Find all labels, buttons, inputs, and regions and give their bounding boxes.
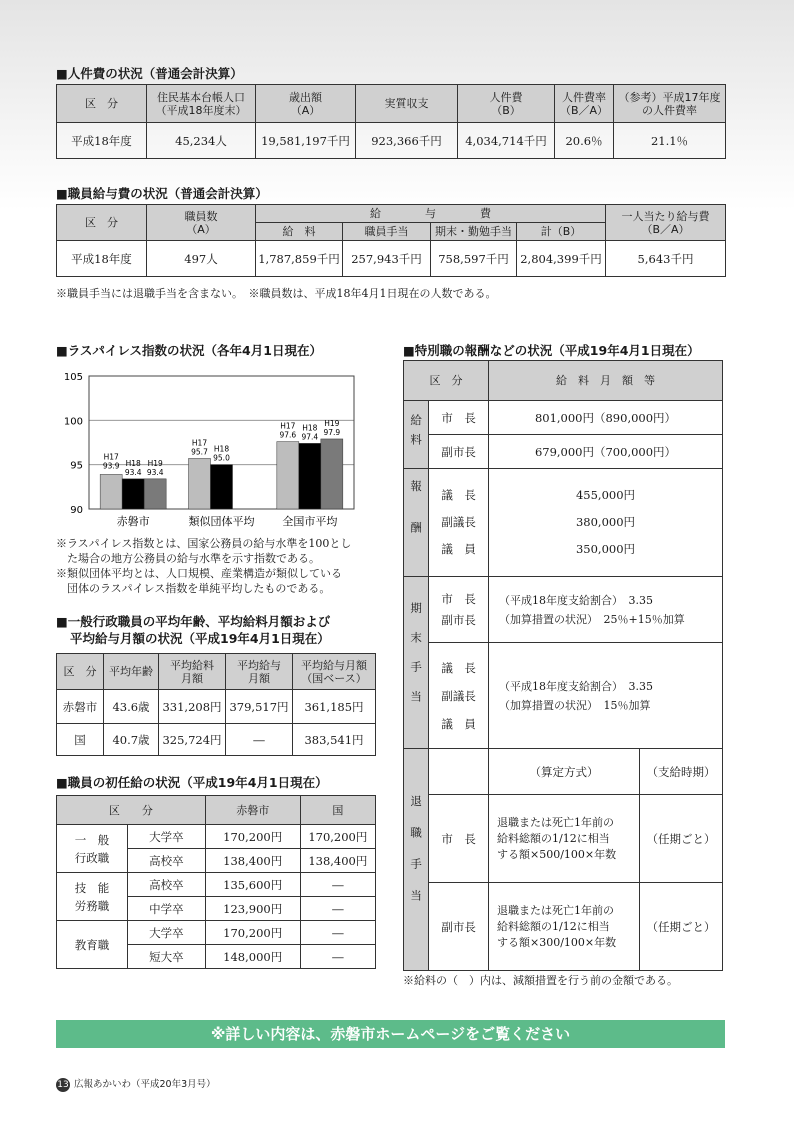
cell: 923,366千円 <box>356 123 458 159</box>
salary-cost-table <box>56 204 726 277</box>
table-row <box>57 724 376 756</box>
cell: 市 長 <box>441 591 476 606</box>
cell: 平成18年度 <box>57 241 147 277</box>
section1-title: ■人件費の状況（普通会計決算） <box>56 66 243 81</box>
th-salary-cost: 給 与 費 <box>256 205 606 223</box>
cell: 19,581,197千円 <box>256 123 356 159</box>
th-kubun: 区 分 <box>57 654 104 690</box>
bar-series-label: H18 <box>302 423 318 433</box>
th-avg-salary: 平均給料 月額 <box>159 654 226 690</box>
cell: 801,000円（890,000円） <box>489 401 723 435</box>
average-salary-table <box>56 653 376 756</box>
th-personnel: 人件費 （B） <box>458 85 555 123</box>
note-line: た場合の地方公務員の給与水準を示す指数である。 <box>56 552 320 565</box>
th-timing: （支給時期） <box>640 749 723 795</box>
bar <box>277 442 299 509</box>
homepage-banner: ※詳しい内容は、赤磐市ホームページをご覧ください <box>56 1020 725 1048</box>
th-age: 平均年齢 <box>104 654 159 690</box>
th-population: 住民基本台帳人口 （平成18年度末） <box>147 85 256 123</box>
bar-value-label: 97.4 <box>301 432 319 442</box>
bar-series-label: H18 <box>213 444 230 454</box>
y-tick-label: 90 <box>70 505 83 516</box>
label-hoshu: 報酬 <box>409 479 424 563</box>
cell: 380,000円 <box>575 515 636 529</box>
th-akaiwa: 赤磐市 <box>205 796 300 825</box>
cell: 副市長 <box>429 435 489 469</box>
th-ratio: 人件費率 （B／A） <box>555 85 614 123</box>
cell: 383,541円 <box>293 724 376 756</box>
cell: 短大卒 <box>128 945 206 969</box>
table-row <box>57 873 376 897</box>
cell: 副市長 <box>429 883 489 971</box>
cell: （加算措置の状況） 15％加算 <box>499 698 651 712</box>
section2-note: ※職員手当には退職手当を含まない。 ※職員数は、平成18年4月1日現在の人数である。 <box>56 287 497 300</box>
cell: 138,400円 <box>300 849 375 873</box>
cell: 40.7歳 <box>104 724 159 756</box>
cell: 1,787,859千円 <box>256 241 343 277</box>
table-row <box>57 690 376 724</box>
cell: 21.1％ <box>614 123 726 159</box>
cell: 副議長 <box>441 515 476 529</box>
table-row <box>404 749 723 795</box>
cell: 325,724円 <box>159 724 226 756</box>
bar <box>144 479 166 509</box>
footer-text: 広報あかいわ（平成20年3月号） <box>74 1079 216 1090</box>
bar-series-label: H19 <box>147 458 163 468</box>
cell: 43.6歳 <box>104 690 159 724</box>
cell: （平成18年度支給割合） 3.35 <box>499 679 653 693</box>
bar-series-label: H17 <box>191 438 208 448</box>
y-tick-label: 95 <box>70 460 83 472</box>
th-national: 国 <box>300 796 375 825</box>
section5-title: ■職員の初任給の状況（平成19年4月1日現在） <box>56 775 328 790</box>
cell: 350,000円 <box>575 542 636 556</box>
bar-value-label: 95.7 <box>191 447 208 457</box>
bar <box>100 474 122 509</box>
th-method: （算定方式） <box>489 749 640 795</box>
cell: ― <box>300 921 375 945</box>
table-row <box>57 921 376 945</box>
bar <box>299 443 321 509</box>
bar-series-label: H18 <box>125 458 141 468</box>
table-row <box>404 435 723 469</box>
cell: （任期ごと） <box>640 795 723 883</box>
th-allowance: 職員手当 <box>343 223 431 241</box>
note-line: ※類似団体平均とは、人口規模、産業構造が類似している <box>56 567 342 580</box>
cell: 市 長 <box>429 401 489 435</box>
cell: 170,200円 <box>205 825 300 849</box>
starting-salary-table <box>56 795 376 969</box>
bar-value-label: 97.6 <box>279 430 297 440</box>
laspeyres-chart <box>56 366 366 532</box>
page-number: 13 <box>57 1080 69 1090</box>
bar-value-label: 93.4 <box>146 467 164 477</box>
special-post-table <box>403 360 723 971</box>
cell: ― <box>300 873 375 897</box>
th-expenditure: 歳出額 （A） <box>256 85 356 123</box>
bar-value-label: 93.4 <box>124 467 142 477</box>
table-row <box>404 643 723 749</box>
cell: 170,200円 <box>205 921 300 945</box>
cell: 市 長 <box>429 795 489 883</box>
cell: 5,643千円 <box>606 241 726 277</box>
section6-title: ■特別職の報酬などの状況（平成19年4月1日現在） <box>403 343 700 358</box>
bar-series-label: H17 <box>103 452 119 462</box>
cell: 170,200円 <box>300 825 375 849</box>
th-balance: 実質収支 <box>356 85 458 123</box>
cell: 議 長 <box>441 660 476 675</box>
th-kubun: 区 分 <box>404 361 489 401</box>
section3-title: ■ラスパイレス指数の状況（各年4月1日現在） <box>56 343 322 358</box>
cell: 45,234人 <box>147 123 256 159</box>
table-row <box>404 795 723 883</box>
cell: ― <box>300 897 375 921</box>
cell: 257,943千円 <box>343 241 431 277</box>
bar <box>321 439 343 509</box>
th-kubun: 区 分 <box>57 796 206 825</box>
th-ref-ratio: （参考）平成17年度 の人件費率 <box>614 85 726 123</box>
th-kubun: 区 分 <box>57 85 147 123</box>
cell: 退職または死亡1年前の 給料総額の1/12に相当 する額×300/100×年数 <box>489 883 640 971</box>
note-line: ※ラスパイレス指数とは、国家公務員の給与水準を100とし <box>56 537 352 550</box>
label-kimatsu: 期末手当 <box>409 602 424 720</box>
y-tick-label: 100 <box>63 416 83 428</box>
group-label: 一 般 行政職 <box>57 825 128 873</box>
cell: （平成18年度支給割合） 3.35 <box>499 593 653 607</box>
table-row <box>57 825 376 849</box>
table-row <box>404 577 723 643</box>
section4-title-1: ■一般行政職員の平均年齢、平均給料月額および <box>56 614 331 629</box>
section4-title-2: 平均給与月額の状況（平成19年4月1日現在） <box>70 631 330 646</box>
cell: 361,185円 <box>293 690 376 724</box>
cell: 4,034,714千円 <box>458 123 555 159</box>
th-salary: 給 料 <box>256 223 343 241</box>
bar-value-label: 95.0 <box>213 453 230 463</box>
group-label: 技 能 労務職 <box>57 873 128 921</box>
bar-series-label: H19 <box>324 418 340 428</box>
bar <box>189 458 211 509</box>
th-bonus: 期末・勤勉手当 <box>431 223 517 241</box>
cell: 赤磐市 <box>57 690 104 724</box>
cell: ― <box>300 945 375 969</box>
cell: 679,000円（700,000円） <box>489 435 723 469</box>
cell: 議 員 <box>441 716 476 731</box>
section3-notes <box>56 536 376 596</box>
label-taishoku: 退職手当 <box>409 795 424 921</box>
th-amount: 給 料 月 額 等 <box>489 361 723 401</box>
cell: 20.6％ <box>555 123 614 159</box>
cell: 退職または死亡1年前の 給料総額の1/12に相当 する額×500/100×年数 <box>489 795 640 883</box>
table-row <box>404 401 723 435</box>
cell: 379,517円 <box>226 690 293 724</box>
cell: 497人 <box>147 241 256 277</box>
cell: 大学卒 <box>128 921 206 945</box>
th-staff: 職員数 （A） <box>147 205 256 241</box>
cell: 148,000円 <box>205 945 300 969</box>
y-tick-label: 105 <box>63 372 83 383</box>
cell: 副市長 <box>441 612 476 627</box>
table-row <box>57 123 726 159</box>
bar <box>211 465 233 509</box>
cell: 議 員 <box>441 542 476 556</box>
cell: 758,597千円 <box>431 241 517 277</box>
cell: 平成18年度 <box>57 123 147 159</box>
bar-series-label: H17 <box>280 421 296 431</box>
x-category-label: 類似団体平均 <box>188 515 255 528</box>
bar <box>122 479 144 509</box>
cell: 議 長 <box>441 488 476 502</box>
th-per-capita: 一人当たり給与費 （B／A） <box>606 205 726 241</box>
cell: 331,208円 <box>159 690 226 724</box>
th-avg-pay-national: 平均給与月額 （国ベース） <box>293 654 376 690</box>
table-row <box>404 469 723 577</box>
note-line: 団体のラスパイレス指数を単純平均したものである。 <box>56 582 331 595</box>
cell: 中学卒 <box>128 897 206 921</box>
cell: 大学卒 <box>128 825 206 849</box>
cell: ― <box>226 724 293 756</box>
cell: （任期ごと） <box>640 883 723 971</box>
cell: 135,600円 <box>205 873 300 897</box>
th-total: 計（B） <box>517 223 606 241</box>
section2-title: ■職員給与費の状況（普通会計決算） <box>56 186 268 201</box>
x-category-label: 赤磐市 <box>116 515 150 528</box>
section6-note: ※給料の（ ）内は、減額措置を行う前の金額である。 <box>403 974 678 987</box>
cell: 455,000円 <box>575 488 636 502</box>
x-category-label: 全国市平均 <box>282 515 338 528</box>
group-label: 教育職 <box>57 921 128 969</box>
th-avg-pay: 平均給与 月額 <box>226 654 293 690</box>
cell: 高校卒 <box>128 849 206 873</box>
cell: 高校卒 <box>128 873 206 897</box>
bar-value-label: 93.9 <box>102 461 120 471</box>
th-kubun: 区 分 <box>57 205 147 241</box>
cell: 123,900円 <box>205 897 300 921</box>
cell: 138,400円 <box>205 849 300 873</box>
cell: 国 <box>57 724 104 756</box>
personnel-cost-table <box>56 84 726 159</box>
cell: （加算措置の状況） 25％+15％加算 <box>499 612 685 626</box>
table-row <box>57 241 726 277</box>
bar-value-label: 97.9 <box>323 427 341 437</box>
table-row <box>404 883 723 971</box>
label-kyuryo: 給料 <box>409 413 424 453</box>
cell: 2,804,399千円 <box>517 241 606 277</box>
cell: 副議長 <box>441 688 476 703</box>
